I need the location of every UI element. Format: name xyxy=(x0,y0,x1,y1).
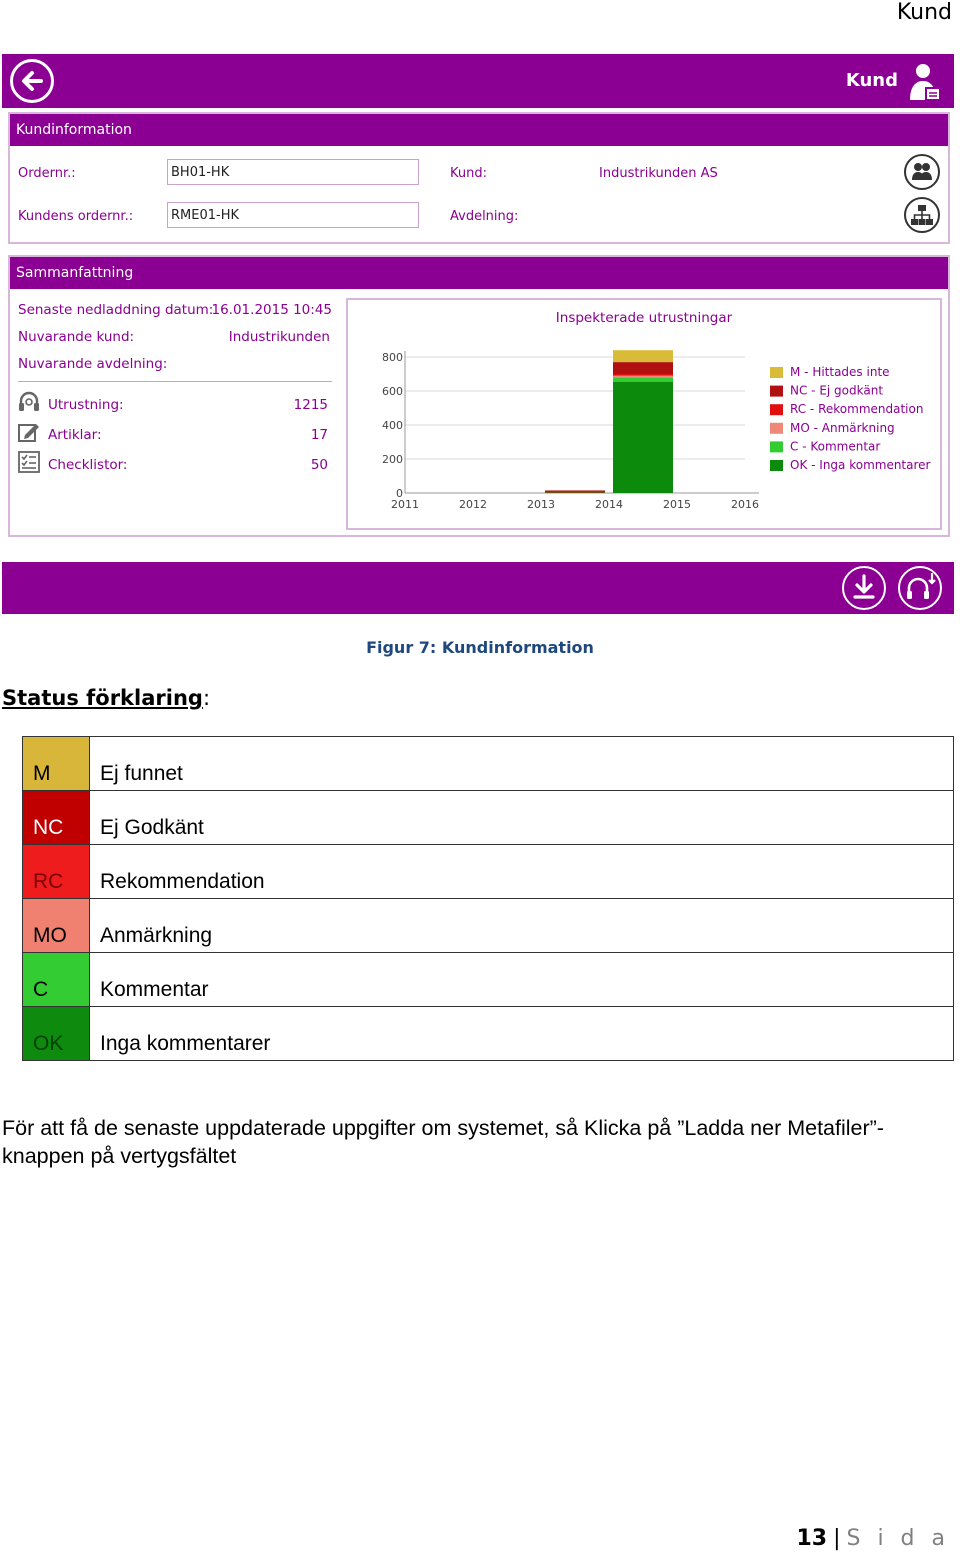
instruction-paragraph: För att få de senaste uppdaterade uppgifter om systemet, så Klicka på ”Ladda ner Metafiler”-knappen på vertygsfältet xyxy=(2,1116,884,1168)
x-tick-label: 2015 xyxy=(663,498,691,511)
status-row xyxy=(23,845,954,899)
footer-separator: | xyxy=(833,1526,841,1551)
back-button[interactable] xyxy=(10,59,54,103)
legend-entry: NC - Ej godkänt xyxy=(790,383,884,398)
status-code: C xyxy=(23,953,90,1007)
status-heading-text: Status förklaring xyxy=(2,686,203,710)
status-description: Ej Godkänt xyxy=(90,791,954,845)
edit-icon xyxy=(17,420,41,444)
articles-label: Artiklar: xyxy=(48,427,102,443)
status-code: RC xyxy=(23,845,90,899)
status-table xyxy=(22,736,954,1061)
current-customer-value: Industrikunden xyxy=(228,329,330,345)
bar-segment xyxy=(613,350,673,362)
bar-segment xyxy=(613,382,673,493)
summary-divider xyxy=(18,381,332,382)
status-row xyxy=(23,899,954,953)
x-tick-label: 2011 xyxy=(391,498,419,511)
status-description: Rekommendation xyxy=(90,845,954,899)
chart-title: Inspekterade utrustningar xyxy=(555,310,733,326)
y-tick-label: 600 xyxy=(382,385,403,398)
select-customer-button[interactable] xyxy=(904,154,940,190)
last-download-label: Senaste nedladdning datum: xyxy=(18,302,214,318)
y-tick-label: 0 xyxy=(396,487,403,500)
current-department-label: Nuvarande avdelning: xyxy=(18,356,168,372)
status-description: Anmärkning xyxy=(90,899,954,953)
download-metafiles-button[interactable] xyxy=(842,566,886,610)
status-code: OK xyxy=(23,1007,90,1061)
status-code: M xyxy=(23,737,90,791)
legend-swatch xyxy=(770,404,783,415)
customer-icon xyxy=(908,62,942,102)
customer-info-panel xyxy=(8,112,950,244)
bar-segment xyxy=(613,377,673,381)
app-toolbar xyxy=(2,562,954,614)
page-word: S i d a xyxy=(846,1526,950,1551)
figure-caption: Figur 7: Kundinformation xyxy=(366,638,594,657)
legend-swatch xyxy=(770,423,783,434)
legend-swatch xyxy=(770,460,783,471)
legend-swatch xyxy=(770,386,783,397)
headset-icon xyxy=(17,390,41,414)
bar-segment xyxy=(613,362,673,374)
y-tick-label: 800 xyxy=(382,351,403,364)
current-customer-label: Nuvarande kund: xyxy=(18,329,135,345)
page-number: 13 xyxy=(796,1526,828,1551)
y-tick-label: 400 xyxy=(382,419,403,432)
chart-svg xyxy=(348,300,940,528)
status-code: MO xyxy=(23,899,90,953)
x-tick-label: 2012 xyxy=(459,498,487,511)
x-tick-label: 2016 xyxy=(731,498,759,511)
inspected-equipment-chart xyxy=(346,298,942,530)
order-number-field[interactable]: BH01-HK xyxy=(167,159,419,185)
status-description: Kommentar xyxy=(90,953,954,1007)
select-department-button[interactable] xyxy=(904,197,940,233)
x-tick-label: 2013 xyxy=(527,498,555,511)
x-tick-label: 2014 xyxy=(595,498,623,511)
people-icon xyxy=(906,156,938,188)
legend-swatch xyxy=(770,367,783,378)
status-row xyxy=(23,953,954,1007)
status-row xyxy=(23,737,954,791)
download-icon xyxy=(844,568,884,608)
bar-segment xyxy=(613,376,673,378)
status-row xyxy=(23,791,954,845)
app-screenshot xyxy=(2,54,954,614)
bar-segment xyxy=(613,374,673,376)
app-topbar xyxy=(2,54,954,108)
status-description: Ej funnet xyxy=(90,737,954,791)
status-code: NC xyxy=(23,791,90,845)
bar-segment xyxy=(545,491,605,492)
checklists-label: Checklistor: xyxy=(48,457,128,473)
order-number-label: Ordernr.: xyxy=(18,166,76,181)
checklists-value: 50 xyxy=(310,457,328,473)
equipment-value: 1215 xyxy=(293,397,328,413)
page-footer xyxy=(796,1526,950,1551)
legend-entry: RC - Rekommendation xyxy=(790,402,924,417)
hierarchy-icon xyxy=(906,199,938,231)
department-label: Avdelning: xyxy=(450,209,519,224)
topbar-title: Kund xyxy=(845,70,898,91)
checklist-icon xyxy=(17,450,41,474)
legend-entry: C - Kommentar xyxy=(790,439,881,454)
status-description: Inga kommentarer xyxy=(90,1007,954,1061)
status-row xyxy=(23,1007,954,1061)
status-heading xyxy=(2,686,210,710)
status-heading-colon: : xyxy=(202,686,211,710)
customer-value: Industrikunden AS xyxy=(599,166,718,181)
headset-download-icon xyxy=(900,568,940,608)
page-header: Kund xyxy=(896,0,952,25)
customer-info-heading: Kundinformation xyxy=(10,114,948,146)
last-download-value: 16.01.2015 10:45 xyxy=(211,302,332,318)
customer-order-number-label: Kundens ordernr.: xyxy=(18,209,134,224)
bar-segment xyxy=(545,490,605,491)
legend-entry: MO - Anmärkning xyxy=(790,420,895,435)
summary-heading: Sammanfattning xyxy=(10,257,948,289)
equipment-sync-button[interactable] xyxy=(898,566,942,610)
equipment-label: Utrustning: xyxy=(48,397,124,413)
customer-label: Kund: xyxy=(450,166,487,181)
legend-entry: OK - Inga kommentarer xyxy=(790,458,931,472)
y-tick-label: 200 xyxy=(382,453,403,466)
arrow-left-icon xyxy=(19,68,45,94)
summary-panel xyxy=(8,255,950,537)
customer-order-number-field[interactable]: RME01-HK xyxy=(167,202,419,228)
legend-entry: M - Hittades inte xyxy=(790,365,890,379)
legend-swatch xyxy=(770,441,783,452)
articles-value: 17 xyxy=(310,427,328,443)
